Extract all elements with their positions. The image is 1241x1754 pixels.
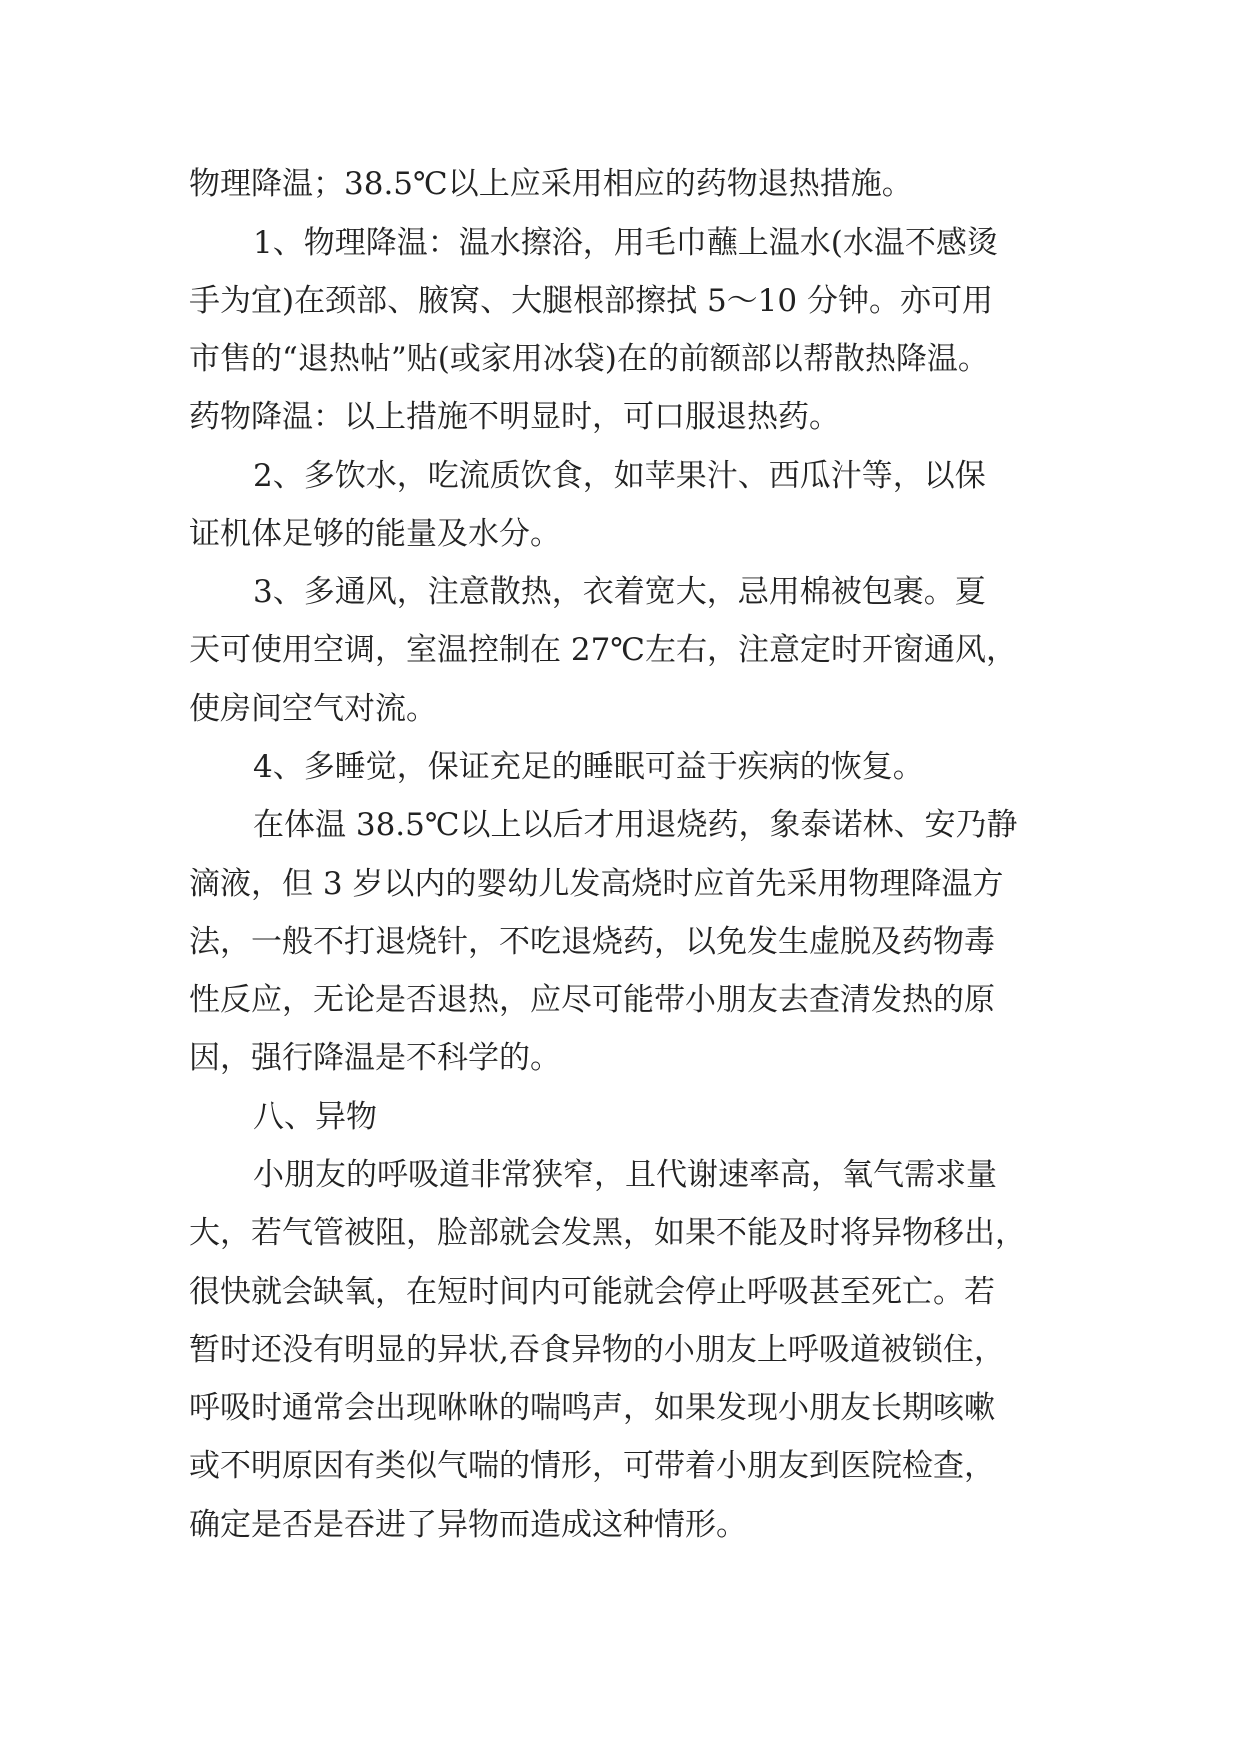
document-page [189,0,1079,1754]
text-line: 物理降温；38.5℃以上应采用相应的药物退热措施。 [189,166,913,202]
text-line: 天可使用空调，室温控制在 27℃左右，注意定时开窗通风， [189,632,1017,668]
text-line: 市售的“退热帖”贴(或家用冰袋)在的前额部以帮散热降温。 [189,341,989,377]
text-line: 滴液，但 3 岁以内的婴幼儿发高烧时应首先采用物理降温方 [189,866,1004,902]
text-line: 呼吸时通常会出现咻咻的喘鸣声，如果发现小朋友长期咳嗽 [189,1390,995,1426]
text-line: 在体温 38.5℃以上以后才用退烧药，象泰诺林、安乃静 [253,807,1018,843]
text-line: 4、多睡觉，保证充足的睡眠可益于疾病的恢复。 [253,749,924,785]
text-line: 法，一般不打退烧针，不吃退烧药，以免发生虚脱及药物毒 [189,924,995,960]
text-line: 使房间空气对流。 [189,691,437,727]
text-line: 3、多通风，注意散热，衣着宽大，忌用棉被包裹。夏 [253,574,986,610]
text-line: 小朋友的呼吸道非常狭窄，且代谢速率高，氧气需求量 [253,1157,997,1193]
text-line: 性反应，无论是否退热，应尽可能带小朋友去查清发热的原 [189,982,995,1018]
text-line: 因，强行降温是不科学的。 [189,1040,561,1076]
text-line: 1、物理降温：温水擦浴，用毛巾蘸上温水(水温不感烫 [253,225,998,261]
text-line: 2、多饮水，吃流质饮食，如苹果汁、西瓜汁等，以保 [253,458,986,494]
text-line: 手为宜)在颈部、腋窝、大腿根部擦拭 5～10 分钟。亦可用 [189,283,993,319]
text-line: 很快就会缺氧，在短时间内可能就会停止呼吸甚至死亡。若 [189,1274,995,1310]
text-line: 或不明原因有类似气喘的情形，可带着小朋友到医院检查， [189,1448,995,1484]
text-line: 大，若气管被阻，脸部就会发黑，如果不能及时将异物移出， [189,1215,1026,1251]
text-line: 证机体足够的能量及水分。 [189,516,561,552]
section-heading: 八、异物 [253,1099,377,1135]
text-line: 确定是否是吞进了异物而造成这种情形。 [189,1507,747,1543]
text-line: 暂时还没有明显的异状,吞食异物的小朋友上呼吸道被锁住， [189,1332,1005,1368]
text-line: 药物降温：以上措施不明显时，可口服退热药。 [189,399,840,435]
